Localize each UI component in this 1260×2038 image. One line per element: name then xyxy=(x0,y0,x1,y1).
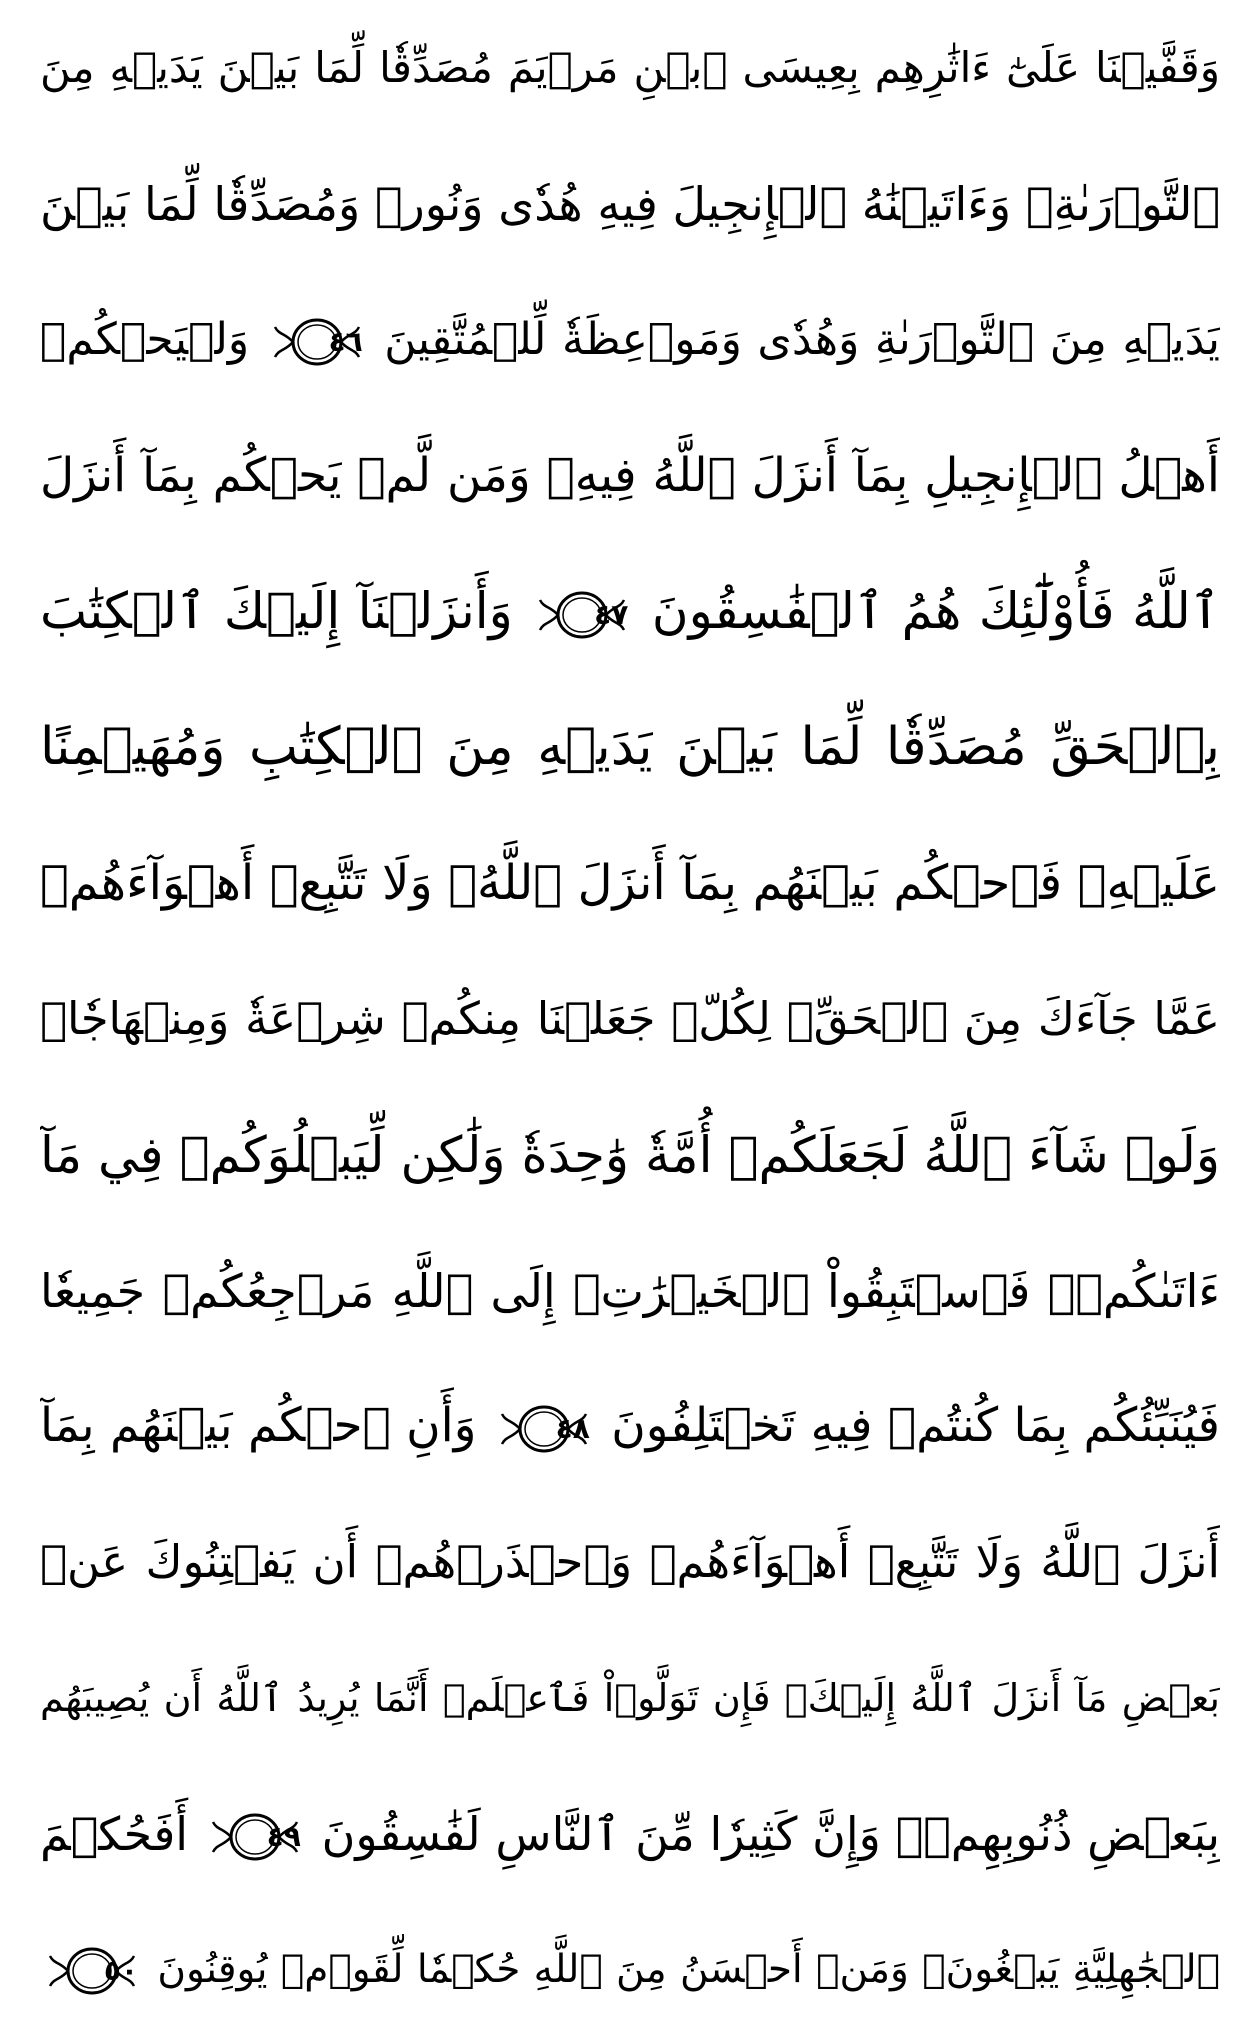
verse-text: وَلۡيَحۡكُمۡ xyxy=(40,313,250,365)
ayah-number-marker xyxy=(498,1400,590,1458)
verse-line xyxy=(40,1370,1220,1482)
ayah-number: ٤٩ xyxy=(266,1820,301,1854)
verse-text: يَدَيۡهِ مِنَ ٱلتَّوۡرَىٰةِ وَهُدٗى وَمَوۡعِظَةٗ لِّلۡمُتَّقِينَ xyxy=(384,313,1220,365)
ayah-number: ٤٧ xyxy=(594,597,629,631)
verse-line xyxy=(40,1099,1220,1211)
ayah-number-marker xyxy=(271,313,363,371)
ayah-number-marker xyxy=(46,1942,138,2000)
verse-text: وَأَنِ ٱحۡكُم بَيۡنَهُم بِمَآ xyxy=(40,1398,477,1454)
verse-line xyxy=(40,12,1220,124)
ayah-number-marker xyxy=(209,1808,301,1866)
verse-line xyxy=(40,1506,1220,1618)
verse-line xyxy=(40,691,1220,803)
verse-text: بِبَعۡضِ ذُنُوبِهِمۡۗ وَإِنَّ كَثِيرٗا مِّنَ ٱلنَّاسِ لَفَٰسِقُونَ xyxy=(321,1806,1220,1861)
ayah-number-marker xyxy=(536,586,628,644)
verse-line xyxy=(40,1914,1220,2026)
verse-text: وَلَوۡ شَآءَ ٱللَّهُ لَجَعَلَكُمۡ أُمَّةٗ وَٰحِدَةٗ وَلَٰكِن لِّيَبۡلُوَكُمۡ فِي مَآ xyxy=(40,1125,1220,1184)
verse-text: أَهۡلُ ٱلۡإِنجِيلِ بِمَآ أَنزَلَ ٱللَّهُ فِيهِۚ وَمَن لَّمۡ يَحۡكُم بِمَآ أَنزَلَ xyxy=(40,447,1220,503)
verse-text: ٱللَّهُ فَأُوْلَٰٓئِكَ هُمُ ٱلۡفَٰسِقُونَ xyxy=(651,582,1220,641)
verse-line xyxy=(40,1778,1220,1890)
verse-line xyxy=(40,148,1220,260)
verse-text-block xyxy=(40,12,1220,2026)
verse-line xyxy=(40,420,1220,532)
verse-line xyxy=(40,284,1220,396)
verse-text: بَعۡضِ مَآ أَنزَلَ ٱللَّهُ إِلَيۡكَۖ فَإِن تَوَلَّوۡاْ فَٱعۡلَمۡ أَنَّمَا يُرِيدُ ٱللَّهُ أَن يُصِيبَهُم xyxy=(40,1676,1220,1721)
verse-text: عَمَّا جَآءَكَ مِنَ ٱلۡحَقِّۚ لِكُلّٖ جَعَلۡنَا مِنكُمۡ شِرۡعَةٗ وَمِنۡهَاجٗاۚ xyxy=(40,991,1220,1045)
verse-text: وَأَنزَلۡنَآ إِلَيۡكَ ٱلۡكِتَٰبَ xyxy=(40,582,513,641)
verse-line xyxy=(40,963,1220,1075)
verse-text: ءَاتَىٰكُمۡۖ فَٱسۡتَبِقُواْ ٱلۡخَيۡرَٰتِۚ إِلَى ٱللَّهِ مَرۡجِعُكُمۡ جَمِيعٗا xyxy=(40,1263,1220,1318)
verse-text: بِٱلۡحَقِّ مُصَدِّقٗا لِّمَا بَيۡنَ يَدَيۡهِ مِنَ ٱلۡكِتَٰبِ وَمُهَيۡمِنًا xyxy=(40,717,1220,778)
verse-text: أَفَحُكۡمَ xyxy=(40,1806,189,1861)
ayah-number: ٥٠ xyxy=(103,1954,138,1988)
verse-line xyxy=(40,1642,1220,1754)
verse-text: أَنزَلَ ٱللَّهُ وَلَا تَتَّبِعۡ أَهۡوَآءَهُمۡ وَٱحۡذَرۡهُمۡ أَن يَفۡتِنُوكَ عَنۢ xyxy=(40,1535,1220,1589)
verse-text: وَقَفَّيۡنَا عَلَىٰٓ ءَاثَٰرِهِم بِعِيسَى ٱبۡنِ مَرۡيَمَ مُصَدِّقٗا لِّمَا بَيۡنَ يَدَيۡهِ مِنَ xyxy=(40,43,1220,92)
verse-text: فَيُنَبِّئُكُم بِمَا كُنتُمۡ فِيهِ تَخۡتَلِفُونَ xyxy=(611,1398,1220,1454)
ayah-number: ٤٨ xyxy=(555,1411,590,1445)
verse-line xyxy=(40,555,1220,667)
verse-line xyxy=(40,827,1220,939)
verse-text: عَلَيۡهِۖ فَٱحۡكُم بَيۡنَهُم بِمَآ أَنزَلَ ٱللَّهُۖ وَلَا تَتَّبِعۡ أَهۡوَآءَهُمۡ xyxy=(40,855,1220,912)
ayah-number: ٤٦ xyxy=(328,324,363,358)
verse-text: ٱلۡجَٰهِلِيَّةِ يَبۡغُونَۚ وَمَنۡ أَحۡسَنُ مِنَ ٱللَّهِ حُكۡمٗا لِّقَوۡمٖ يُوقِنُونَ xyxy=(157,1946,1220,1992)
verse-text: ٱلتَّوۡرَىٰةِۖ وَءَاتَيۡنَٰهُ ٱلۡإِنجِيلَ فِيهِ هُدٗى وَنُورٞ وَمُصَدِّقٗا لِّمَا بَيۡنَ xyxy=(40,176,1220,231)
verse-line xyxy=(40,1235,1220,1347)
